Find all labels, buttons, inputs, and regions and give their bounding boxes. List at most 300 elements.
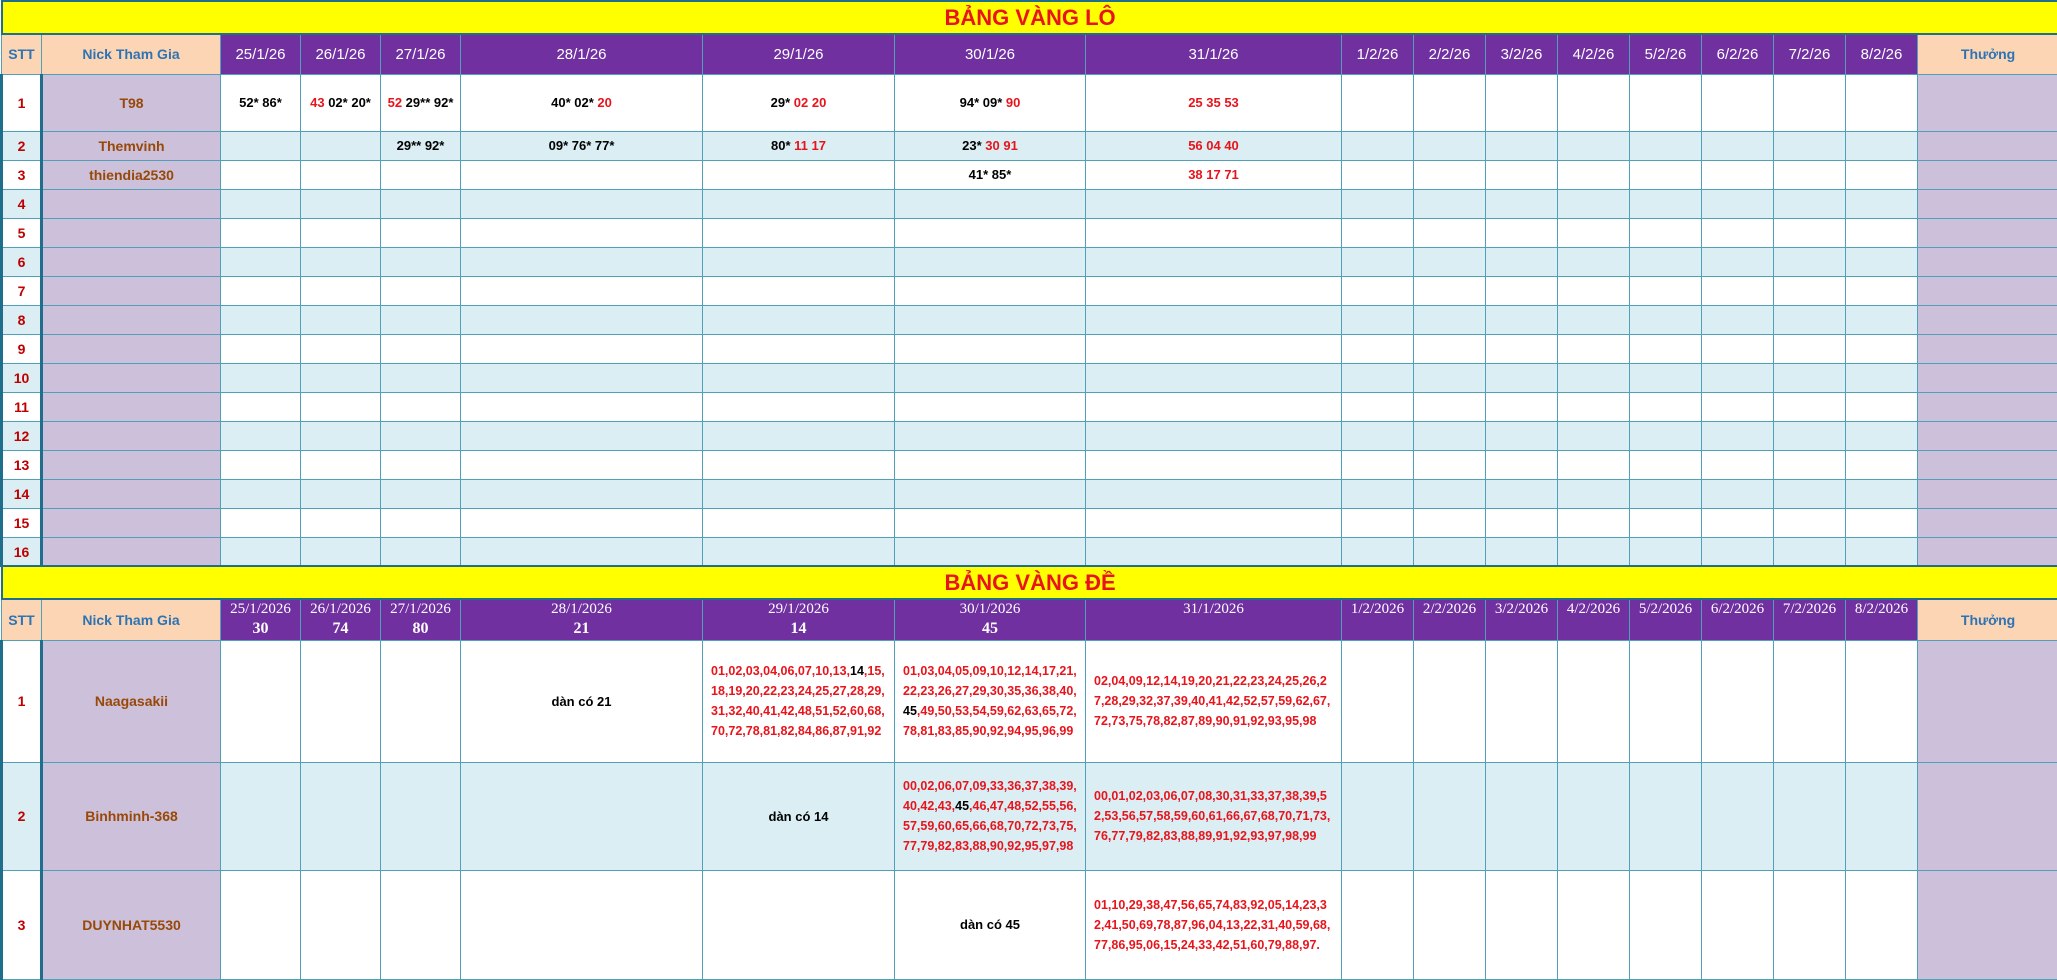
reward-cell[interactable] xyxy=(1918,160,2057,189)
lo-cell[interactable] xyxy=(1846,450,1918,479)
lo-cell[interactable] xyxy=(1414,479,1486,508)
lo-cell[interactable] xyxy=(1774,334,1846,363)
lo-cell[interactable] xyxy=(1702,305,1774,334)
lo-cell[interactable] xyxy=(1342,363,1414,392)
lo-cell[interactable] xyxy=(1558,74,1630,131)
lo-cell[interactable] xyxy=(1630,479,1702,508)
lo-cell[interactable] xyxy=(221,392,301,421)
lo-cell[interactable] xyxy=(1486,74,1558,131)
lo-cell[interactable] xyxy=(1702,537,1774,566)
lo-cell[interactable] xyxy=(301,508,381,537)
lo-cell[interactable] xyxy=(1086,450,1342,479)
lo-cell[interactable] xyxy=(301,537,381,566)
lo-cell[interactable] xyxy=(221,334,301,363)
lo-cell[interactable] xyxy=(1702,421,1774,450)
lo-cell[interactable] xyxy=(895,537,1086,566)
lo-cell[interactable] xyxy=(461,189,703,218)
lo-cell[interactable] xyxy=(1630,334,1702,363)
lo-cell[interactable] xyxy=(895,392,1086,421)
lo-cell[interactable] xyxy=(461,74,703,131)
lo-cell[interactable] xyxy=(1702,276,1774,305)
lo-cell[interactable] xyxy=(1774,131,1846,160)
lo-cell[interactable] xyxy=(1342,450,1414,479)
lo-cell[interactable] xyxy=(895,276,1086,305)
de-cell[interactable] xyxy=(1774,870,1846,979)
de-cell[interactable] xyxy=(703,762,895,870)
lo-cell[interactable] xyxy=(301,276,381,305)
lo-cell[interactable] xyxy=(1558,363,1630,392)
lo-cell[interactable] xyxy=(1414,160,1486,189)
lo-cell[interactable] xyxy=(301,189,381,218)
lo-cell[interactable] xyxy=(461,160,703,189)
de-cell[interactable] xyxy=(461,640,703,762)
lo-cell[interactable] xyxy=(1558,305,1630,334)
lo-cell[interactable] xyxy=(221,189,301,218)
lo-cell[interactable] xyxy=(1486,160,1558,189)
lo-cell[interactable] xyxy=(1630,537,1702,566)
de-cell[interactable] xyxy=(1702,870,1774,979)
lo-cell[interactable] xyxy=(381,363,461,392)
lo-cell[interactable] xyxy=(1558,392,1630,421)
lo-cell[interactable] xyxy=(1774,537,1846,566)
lo-cell[interactable] xyxy=(703,508,895,537)
de-cell[interactable] xyxy=(895,640,1086,762)
de-cell[interactable] xyxy=(1774,762,1846,870)
lo-cell[interactable] xyxy=(1086,276,1342,305)
lo-cell[interactable] xyxy=(221,479,301,508)
lo-cell[interactable] xyxy=(1414,392,1486,421)
lo-cell[interactable] xyxy=(1086,508,1342,537)
lo-cell[interactable] xyxy=(301,334,381,363)
lo-cell[interactable] xyxy=(703,276,895,305)
lo-cell[interactable] xyxy=(1846,218,1918,247)
lo-cell[interactable] xyxy=(1342,131,1414,160)
lo-cell[interactable] xyxy=(221,450,301,479)
lo-cell[interactable] xyxy=(895,479,1086,508)
de-cell[interactable] xyxy=(1414,870,1486,979)
reward-cell[interactable] xyxy=(1918,508,2057,537)
lo-cell[interactable] xyxy=(1774,421,1846,450)
lo-cell[interactable] xyxy=(1414,508,1486,537)
lo-cell[interactable] xyxy=(381,189,461,218)
lo-cell[interactable] xyxy=(301,479,381,508)
lo-cell[interactable] xyxy=(1846,189,1918,218)
lo-cell[interactable] xyxy=(1342,479,1414,508)
lo-cell[interactable] xyxy=(1486,508,1558,537)
de-cell[interactable] xyxy=(1630,762,1702,870)
lo-cell[interactable] xyxy=(703,160,895,189)
lo-cell[interactable] xyxy=(1086,189,1342,218)
lo-cell[interactable] xyxy=(1486,247,1558,276)
lo-cell[interactable] xyxy=(1086,334,1342,363)
de-cell[interactable] xyxy=(1486,762,1558,870)
lo-cell[interactable] xyxy=(221,508,301,537)
lo-cell[interactable] xyxy=(221,218,301,247)
lo-cell[interactable] xyxy=(703,334,895,363)
lo-cell[interactable] xyxy=(1846,363,1918,392)
lo-cell[interactable] xyxy=(1342,305,1414,334)
lo-cell[interactable] xyxy=(1774,363,1846,392)
lo-cell[interactable] xyxy=(1846,160,1918,189)
lo-cell[interactable] xyxy=(381,74,461,131)
lo-cell[interactable] xyxy=(703,537,895,566)
lo-cell[interactable] xyxy=(1558,131,1630,160)
lo-cell[interactable] xyxy=(1414,421,1486,450)
lo-cell[interactable] xyxy=(1558,421,1630,450)
lo-cell[interactable] xyxy=(301,74,381,131)
lo-cell[interactable] xyxy=(221,247,301,276)
lo-cell[interactable] xyxy=(461,247,703,276)
lo-cell[interactable] xyxy=(381,450,461,479)
lo-cell[interactable] xyxy=(301,392,381,421)
de-cell[interactable] xyxy=(895,870,1086,979)
de-cell[interactable] xyxy=(1846,640,1918,762)
lo-cell[interactable] xyxy=(1086,421,1342,450)
de-cell[interactable] xyxy=(1558,762,1630,870)
lo-cell[interactable] xyxy=(381,131,461,160)
lo-cell[interactable] xyxy=(1342,276,1414,305)
lo-cell[interactable] xyxy=(1558,334,1630,363)
lo-cell[interactable] xyxy=(461,276,703,305)
lo-cell[interactable] xyxy=(1086,392,1342,421)
lo-cell[interactable] xyxy=(895,247,1086,276)
lo-cell[interactable] xyxy=(1630,160,1702,189)
lo-cell[interactable] xyxy=(1846,276,1918,305)
lo-cell[interactable] xyxy=(1630,218,1702,247)
lo-cell[interactable] xyxy=(301,421,381,450)
lo-cell[interactable] xyxy=(1774,218,1846,247)
lo-cell[interactable] xyxy=(1486,421,1558,450)
reward-cell[interactable] xyxy=(1918,421,2057,450)
de-cell[interactable] xyxy=(1342,640,1414,762)
lo-cell[interactable] xyxy=(895,421,1086,450)
lo-cell[interactable] xyxy=(1702,392,1774,421)
reward-cell[interactable] xyxy=(1918,131,2057,160)
lo-cell[interactable] xyxy=(1702,363,1774,392)
lo-cell[interactable] xyxy=(1486,537,1558,566)
de-cell[interactable] xyxy=(703,640,895,762)
lo-cell[interactable] xyxy=(1630,189,1702,218)
lo-cell[interactable] xyxy=(1342,421,1414,450)
de-cell[interactable] xyxy=(1486,640,1558,762)
lo-cell[interactable] xyxy=(221,74,301,131)
lo-cell[interactable] xyxy=(1558,160,1630,189)
lo-cell[interactable] xyxy=(1774,479,1846,508)
lo-cell[interactable] xyxy=(461,537,703,566)
lo-cell[interactable] xyxy=(1486,189,1558,218)
lo-cell[interactable] xyxy=(461,305,703,334)
de-cell[interactable] xyxy=(1846,870,1918,979)
de-cell[interactable] xyxy=(1342,762,1414,870)
reward-cell[interactable] xyxy=(1918,537,2057,566)
de-cell[interactable] xyxy=(1702,640,1774,762)
lo-cell[interactable] xyxy=(1630,247,1702,276)
lo-cell[interactable] xyxy=(461,392,703,421)
de-cell[interactable] xyxy=(221,640,301,762)
lo-cell[interactable] xyxy=(703,450,895,479)
lo-cell[interactable] xyxy=(1086,131,1342,160)
lo-cell[interactable] xyxy=(895,131,1086,160)
lo-cell[interactable] xyxy=(461,479,703,508)
lo-cell[interactable] xyxy=(1414,131,1486,160)
de-cell[interactable] xyxy=(1558,640,1630,762)
de-cell[interactable] xyxy=(1486,870,1558,979)
reward-cell[interactable] xyxy=(1918,640,2057,762)
lo-cell[interactable] xyxy=(381,305,461,334)
lo-cell[interactable] xyxy=(1558,218,1630,247)
lo-cell[interactable] xyxy=(221,131,301,160)
de-cell[interactable] xyxy=(1558,870,1630,979)
lo-cell[interactable] xyxy=(381,479,461,508)
lo-cell[interactable] xyxy=(221,160,301,189)
lo-cell[interactable] xyxy=(1558,189,1630,218)
lo-cell[interactable] xyxy=(1486,276,1558,305)
de-cell[interactable] xyxy=(461,762,703,870)
lo-cell[interactable] xyxy=(895,508,1086,537)
lo-cell[interactable] xyxy=(1846,479,1918,508)
lo-cell[interactable] xyxy=(381,218,461,247)
de-cell[interactable] xyxy=(1086,870,1342,979)
lo-cell[interactable] xyxy=(1086,363,1342,392)
lo-cell[interactable] xyxy=(1414,334,1486,363)
lo-cell[interactable] xyxy=(895,160,1086,189)
lo-cell[interactable] xyxy=(703,392,895,421)
lo-cell[interactable] xyxy=(221,421,301,450)
de-cell[interactable] xyxy=(1086,640,1342,762)
lo-cell[interactable] xyxy=(461,450,703,479)
reward-cell[interactable] xyxy=(1918,218,2057,247)
reward-cell[interactable] xyxy=(1918,479,2057,508)
de-cell[interactable] xyxy=(895,762,1086,870)
lo-cell[interactable] xyxy=(1414,276,1486,305)
lo-cell[interactable] xyxy=(1846,74,1918,131)
lo-cell[interactable] xyxy=(461,334,703,363)
lo-cell[interactable] xyxy=(1486,363,1558,392)
de-cell[interactable] xyxy=(381,762,461,870)
lo-cell[interactable] xyxy=(1558,479,1630,508)
lo-cell[interactable] xyxy=(1702,247,1774,276)
lo-cell[interactable] xyxy=(703,247,895,276)
de-cell[interactable] xyxy=(1846,762,1918,870)
lo-cell[interactable] xyxy=(1774,450,1846,479)
lo-cell[interactable] xyxy=(1486,479,1558,508)
de-cell[interactable] xyxy=(301,640,381,762)
lo-cell[interactable] xyxy=(381,160,461,189)
lo-cell[interactable] xyxy=(461,508,703,537)
lo-cell[interactable] xyxy=(301,131,381,160)
lo-cell[interactable] xyxy=(1414,537,1486,566)
lo-cell[interactable] xyxy=(1342,189,1414,218)
de-cell[interactable] xyxy=(1630,870,1702,979)
lo-cell[interactable] xyxy=(1702,74,1774,131)
lo-cell[interactable] xyxy=(895,74,1086,131)
de-cell[interactable] xyxy=(1414,640,1486,762)
lo-cell[interactable] xyxy=(1774,74,1846,131)
lo-cell[interactable] xyxy=(1774,160,1846,189)
lo-cell[interactable] xyxy=(1342,160,1414,189)
lo-cell[interactable] xyxy=(1702,189,1774,218)
lo-cell[interactable] xyxy=(1486,305,1558,334)
lo-cell[interactable] xyxy=(301,160,381,189)
lo-cell[interactable] xyxy=(381,334,461,363)
lo-cell[interactable] xyxy=(461,131,703,160)
reward-cell[interactable] xyxy=(1918,450,2057,479)
lo-cell[interactable] xyxy=(1414,247,1486,276)
lo-cell[interactable] xyxy=(1414,450,1486,479)
reward-cell[interactable] xyxy=(1918,189,2057,218)
lo-cell[interactable] xyxy=(1630,74,1702,131)
reward-cell[interactable] xyxy=(1918,247,2057,276)
lo-cell[interactable] xyxy=(1702,508,1774,537)
lo-cell[interactable] xyxy=(1774,276,1846,305)
lo-cell[interactable] xyxy=(1630,131,1702,160)
lo-cell[interactable] xyxy=(1414,305,1486,334)
lo-cell[interactable] xyxy=(1558,276,1630,305)
de-cell[interactable] xyxy=(381,640,461,762)
lo-cell[interactable] xyxy=(1846,247,1918,276)
lo-cell[interactable] xyxy=(1846,334,1918,363)
lo-cell[interactable] xyxy=(1774,392,1846,421)
lo-cell[interactable] xyxy=(221,363,301,392)
lo-cell[interactable] xyxy=(1774,508,1846,537)
lo-cell[interactable] xyxy=(461,218,703,247)
de-cell[interactable] xyxy=(221,762,301,870)
lo-cell[interactable] xyxy=(461,363,703,392)
lo-cell[interactable] xyxy=(1486,131,1558,160)
lo-cell[interactable] xyxy=(381,247,461,276)
lo-cell[interactable] xyxy=(301,363,381,392)
lo-cell[interactable] xyxy=(1342,247,1414,276)
lo-cell[interactable] xyxy=(221,537,301,566)
lo-cell[interactable] xyxy=(1086,305,1342,334)
lo-cell[interactable] xyxy=(1774,189,1846,218)
lo-cell[interactable] xyxy=(1702,334,1774,363)
lo-cell[interactable] xyxy=(1774,247,1846,276)
lo-cell[interactable] xyxy=(1630,421,1702,450)
lo-cell[interactable] xyxy=(381,276,461,305)
lo-cell[interactable] xyxy=(381,392,461,421)
lo-cell[interactable] xyxy=(1086,247,1342,276)
lo-cell[interactable] xyxy=(1846,508,1918,537)
lo-cell[interactable] xyxy=(703,363,895,392)
lo-cell[interactable] xyxy=(1414,189,1486,218)
lo-cell[interactable] xyxy=(1486,450,1558,479)
de-cell[interactable] xyxy=(1774,640,1846,762)
lo-cell[interactable] xyxy=(1846,131,1918,160)
lo-cell[interactable] xyxy=(1558,247,1630,276)
lo-cell[interactable] xyxy=(1774,305,1846,334)
lo-cell[interactable] xyxy=(1414,363,1486,392)
lo-cell[interactable] xyxy=(1086,218,1342,247)
de-cell[interactable] xyxy=(1702,762,1774,870)
lo-cell[interactable] xyxy=(703,74,895,131)
lo-cell[interactable] xyxy=(1342,74,1414,131)
de-cell[interactable] xyxy=(1086,762,1342,870)
lo-cell[interactable] xyxy=(1414,218,1486,247)
de-cell[interactable] xyxy=(703,870,895,979)
lo-cell[interactable] xyxy=(895,334,1086,363)
reward-cell[interactable] xyxy=(1918,276,2057,305)
lo-cell[interactable] xyxy=(461,421,703,450)
lo-cell[interactable] xyxy=(381,421,461,450)
lo-cell[interactable] xyxy=(1702,131,1774,160)
lo-cell[interactable] xyxy=(381,537,461,566)
lo-cell[interactable] xyxy=(703,421,895,450)
lo-cell[interactable] xyxy=(1558,508,1630,537)
lo-cell[interactable] xyxy=(1846,392,1918,421)
reward-cell[interactable] xyxy=(1918,334,2057,363)
lo-cell[interactable] xyxy=(1630,276,1702,305)
lo-cell[interactable] xyxy=(1630,450,1702,479)
de-cell[interactable] xyxy=(221,870,301,979)
lo-cell[interactable] xyxy=(1702,450,1774,479)
lo-cell[interactable] xyxy=(1846,537,1918,566)
lo-cell[interactable] xyxy=(1342,508,1414,537)
lo-cell[interactable] xyxy=(703,189,895,218)
reward-cell[interactable] xyxy=(1918,363,2057,392)
lo-cell[interactable] xyxy=(1342,334,1414,363)
lo-cell[interactable] xyxy=(895,305,1086,334)
lo-cell[interactable] xyxy=(1086,160,1342,189)
lo-cell[interactable] xyxy=(1630,508,1702,537)
lo-cell[interactable] xyxy=(1086,537,1342,566)
lo-cell[interactable] xyxy=(1086,479,1342,508)
lo-cell[interactable] xyxy=(221,276,301,305)
lo-cell[interactable] xyxy=(895,363,1086,392)
lo-cell[interactable] xyxy=(895,450,1086,479)
de-cell[interactable] xyxy=(381,870,461,979)
lo-cell[interactable] xyxy=(703,131,895,160)
lo-cell[interactable] xyxy=(1086,74,1342,131)
reward-cell[interactable] xyxy=(1918,74,2057,131)
reward-cell[interactable] xyxy=(1918,392,2057,421)
lo-cell[interactable] xyxy=(703,218,895,247)
lo-cell[interactable] xyxy=(301,218,381,247)
lo-cell[interactable] xyxy=(1630,392,1702,421)
lo-cell[interactable] xyxy=(301,247,381,276)
lo-cell[interactable] xyxy=(1486,218,1558,247)
lo-cell[interactable] xyxy=(1486,392,1558,421)
de-cell[interactable] xyxy=(301,762,381,870)
lo-cell[interactable] xyxy=(895,189,1086,218)
lo-cell[interactable] xyxy=(1558,450,1630,479)
lo-cell[interactable] xyxy=(1342,537,1414,566)
lo-cell[interactable] xyxy=(1414,74,1486,131)
lo-cell[interactable] xyxy=(301,450,381,479)
de-cell[interactable] xyxy=(301,870,381,979)
de-cell[interactable] xyxy=(1630,640,1702,762)
reward-cell[interactable] xyxy=(1918,870,2057,979)
lo-cell[interactable] xyxy=(703,479,895,508)
reward-cell[interactable] xyxy=(1918,305,2057,334)
lo-cell[interactable] xyxy=(703,305,895,334)
lo-cell[interactable] xyxy=(1702,479,1774,508)
lo-cell[interactable] xyxy=(221,305,301,334)
reward-cell[interactable] xyxy=(1918,762,2057,870)
lo-cell[interactable] xyxy=(1630,363,1702,392)
de-cell[interactable] xyxy=(1414,762,1486,870)
de-cell[interactable] xyxy=(1342,870,1414,979)
lo-cell[interactable] xyxy=(1342,218,1414,247)
lo-cell[interactable] xyxy=(301,305,381,334)
lo-cell[interactable] xyxy=(1846,421,1918,450)
lo-cell[interactable] xyxy=(1630,305,1702,334)
lo-cell[interactable] xyxy=(381,508,461,537)
lo-cell[interactable] xyxy=(1702,218,1774,247)
lo-cell[interactable] xyxy=(1342,392,1414,421)
lo-cell[interactable] xyxy=(1702,160,1774,189)
lo-cell[interactable] xyxy=(1846,305,1918,334)
